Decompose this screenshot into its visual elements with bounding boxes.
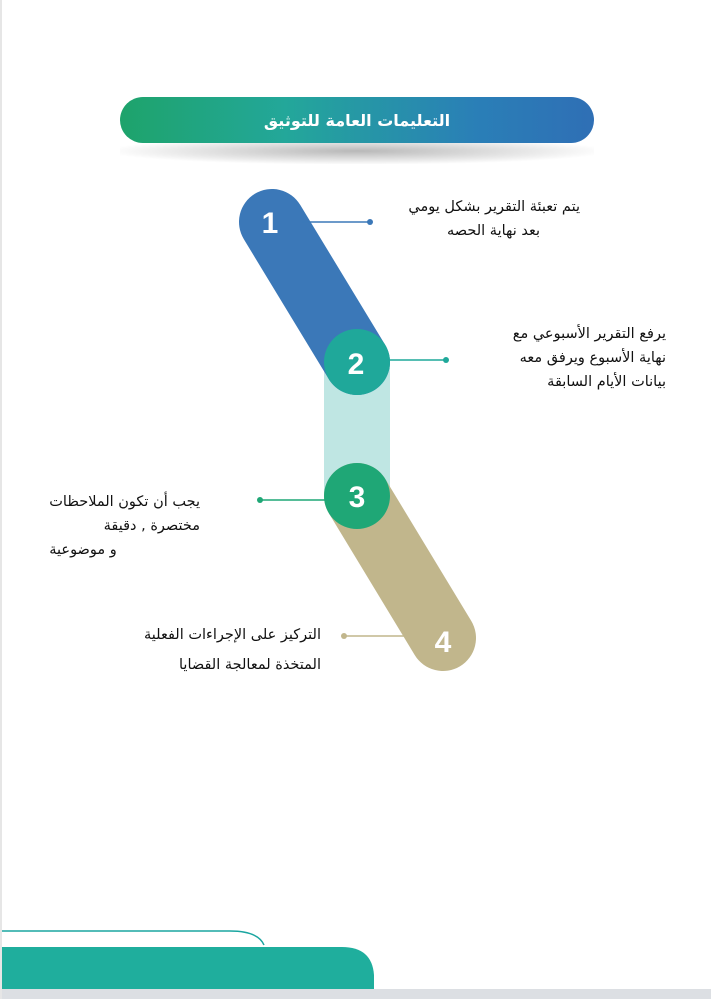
step-1-line-1: يتم تعبئة التقرير بشكل يومي xyxy=(408,199,580,215)
step-3-number: 3 xyxy=(348,481,366,514)
step-1-text xyxy=(408,195,580,243)
step-4-connector-dot xyxy=(341,633,347,639)
step-3-line-1: يجب أن تكون الملاحظات xyxy=(49,494,200,510)
footer-wave xyxy=(2,925,711,999)
step-4-line-1: التركيز على الإجراءات الفعلية xyxy=(144,627,321,643)
footer-wave-outline xyxy=(2,931,264,945)
step-2-line-3: بيانات الأيام السابقة xyxy=(547,374,666,390)
step-2-number: 2 xyxy=(347,348,365,381)
step-2-line-1: يرفع التقرير الأسبوعي مع xyxy=(512,326,666,342)
step-1-number: 1 xyxy=(261,207,279,240)
step-3-line-3: و موضوعية xyxy=(49,542,117,558)
step-2-connector-dot xyxy=(443,357,449,363)
step-1-connector-dot xyxy=(367,219,373,225)
step-4-line-2: المتخذة لمعالجة القضايا xyxy=(179,657,321,673)
bottom-strip xyxy=(2,989,711,999)
step-3-line-2: مختصرة , دقيقة xyxy=(103,518,200,534)
step-3-text xyxy=(49,490,200,562)
step-3-connector-dot xyxy=(257,497,263,503)
step-2-line-2: نهاية الأسبوع ويرفق معه xyxy=(519,350,666,366)
page-title: التعليمات العامة للتوثيق xyxy=(263,110,451,130)
step-1-line-2: بعد نهاية الحصه xyxy=(447,223,540,239)
step-4-text xyxy=(144,620,321,680)
step-2-text xyxy=(513,322,666,394)
step-4-number: 4 xyxy=(434,626,452,659)
